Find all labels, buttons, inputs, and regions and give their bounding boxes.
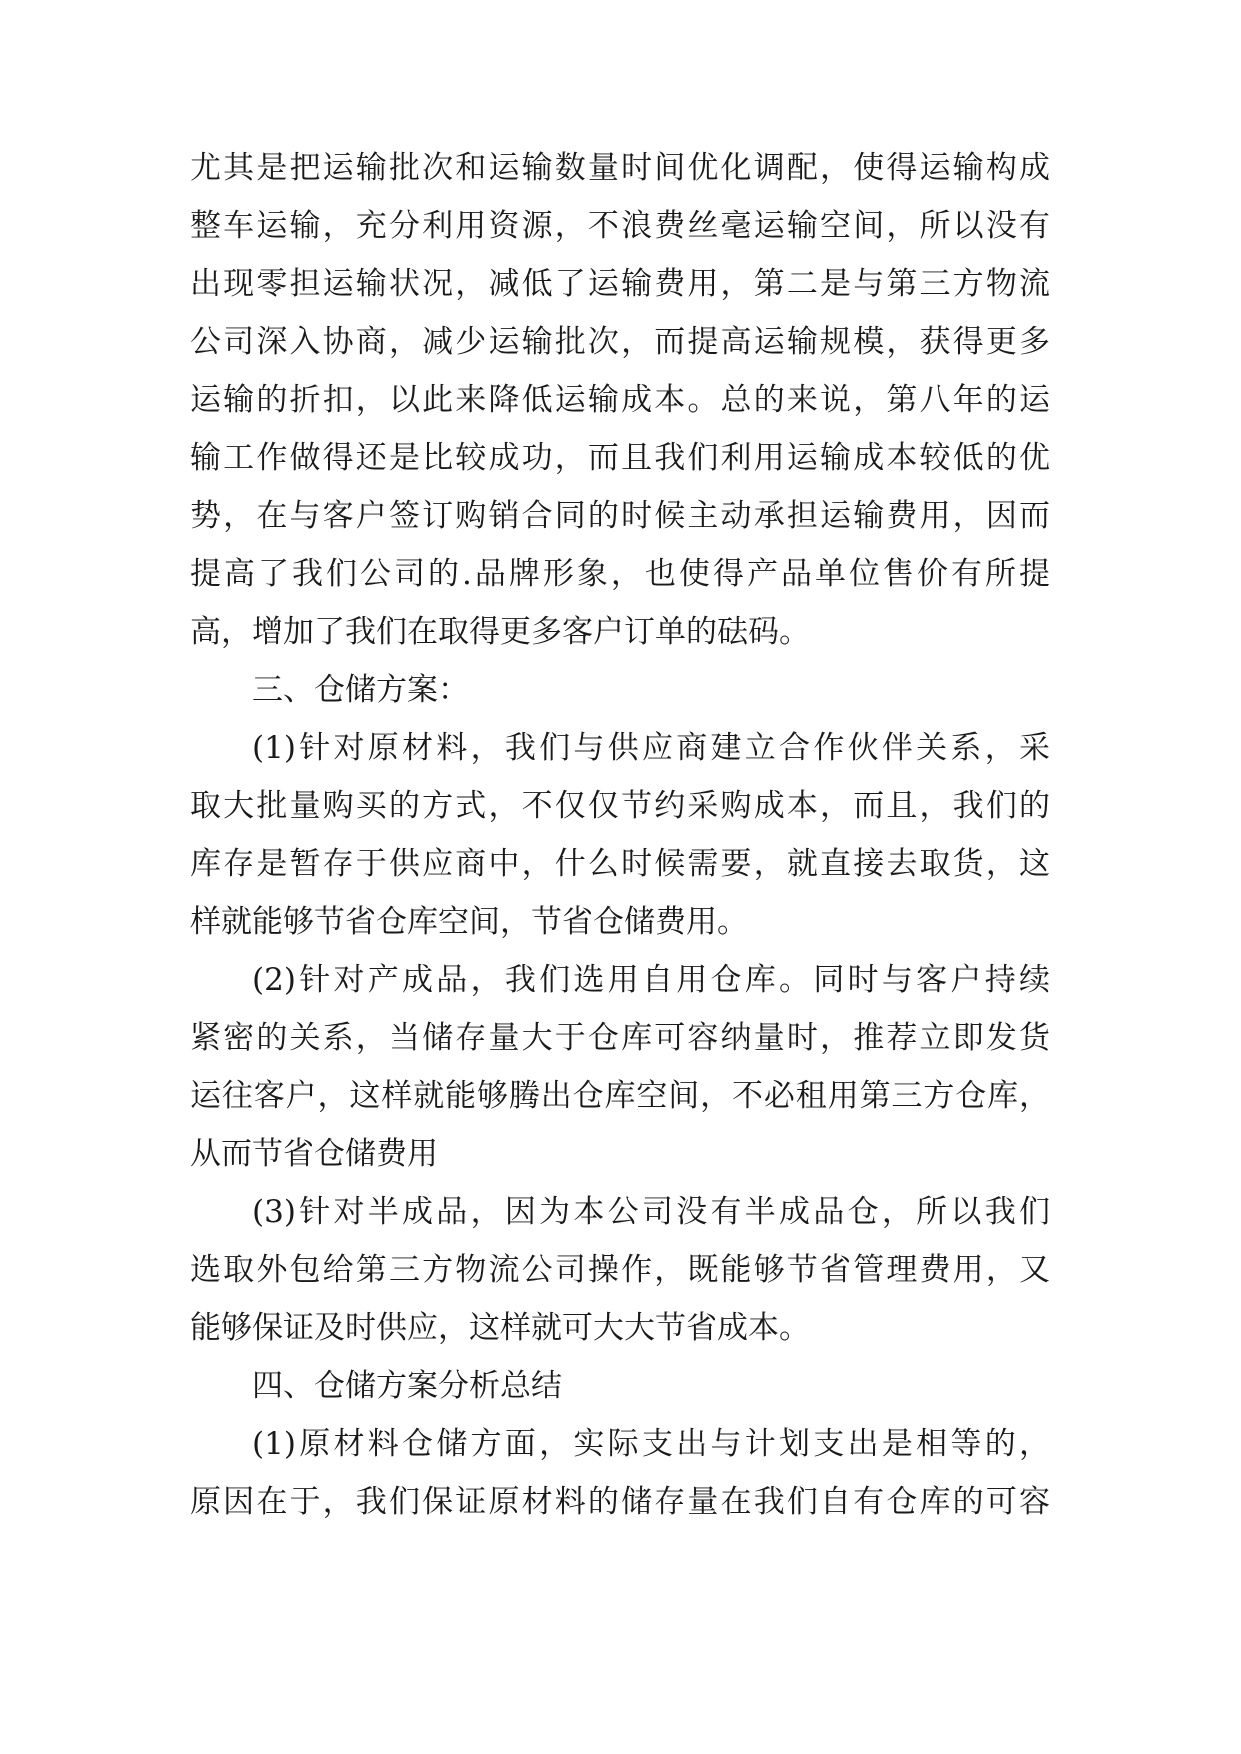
text-line-11: (1)针对原材料，我们与供应商建立合作伙伴关系，采 (252, 730, 1050, 766)
section-heading-3: 三、仓储方案： (252, 672, 469, 708)
text-line-2: 整车运输，充分利用资源，不浪费丝毫运输空间，所以没有 (190, 208, 1050, 244)
text-line-8: 提高了我们公司的.品牌形象，也使得产品单位售价有所提 (190, 556, 1050, 592)
text-line-13: 库存是暂存于供应商中，什么时候需要，就直接去取货，这 (190, 846, 1050, 882)
text-line-7: 势，在与客户签订购销合同的时候主动承担运输费用，因而 (190, 498, 1050, 534)
text-line-23: (1)原材料仓储方面，实际支出与计划支出是相等的， (252, 1426, 1050, 1462)
text-line-4: 公司深入协商，减少运输批次，而提高运输规模，获得更多 (190, 324, 1050, 360)
text-line-9: 高，增加了我们在取得更多客户订单的砝码。 (190, 614, 810, 650)
text-line-12: 取大批量购买的方式，不仅仅节约采购成本，而且，我们的 (190, 788, 1050, 824)
text-line-17: 运往客户，这样就能够腾出仓库空间，不必租用第三方仓库， (190, 1078, 1050, 1114)
text-line-1: 尤其是把运输批次和运输数量时间优化调配，使得运输构成 (190, 150, 1050, 186)
text-line-24: 原因在于，我们保证原材料的储存量在我们自有仓库的可容 (190, 1484, 1050, 1520)
section-heading-4: 四、仓储方案分析总结 (252, 1368, 562, 1404)
text-line-21: 能够保证及时供应，这样就可大大节省成本。 (190, 1310, 810, 1346)
text-line-3: 出现零担运输状况，减低了运输费用，第二是与第三方物流 (190, 266, 1050, 302)
text-line-19: (3)针对半成品，因为本公司没有半成品仓，所以我们 (252, 1194, 1050, 1230)
text-line-15: (2)针对产成品，我们选用自用仓库。同时与客户持续 (252, 962, 1050, 998)
text-line-18: 从而节省仓储费用 (190, 1136, 438, 1172)
text-line-5: 运输的折扣，以此来降低运输成本。总的来说，第八年的运 (190, 382, 1050, 418)
text-line-6: 输工作做得还是比较成功，而且我们利用运输成本较低的优 (190, 440, 1050, 476)
text-line-14: 样就能够节省仓库空间，节省仓储费用。 (190, 904, 748, 940)
text-line-16: 紧密的关系，当储存量大于仓库可容纳量时，推荐立即发货 (190, 1020, 1050, 1056)
text-line-20: 选取外包给第三方物流公司操作，既能够节省管理费用，又 (190, 1252, 1050, 1288)
